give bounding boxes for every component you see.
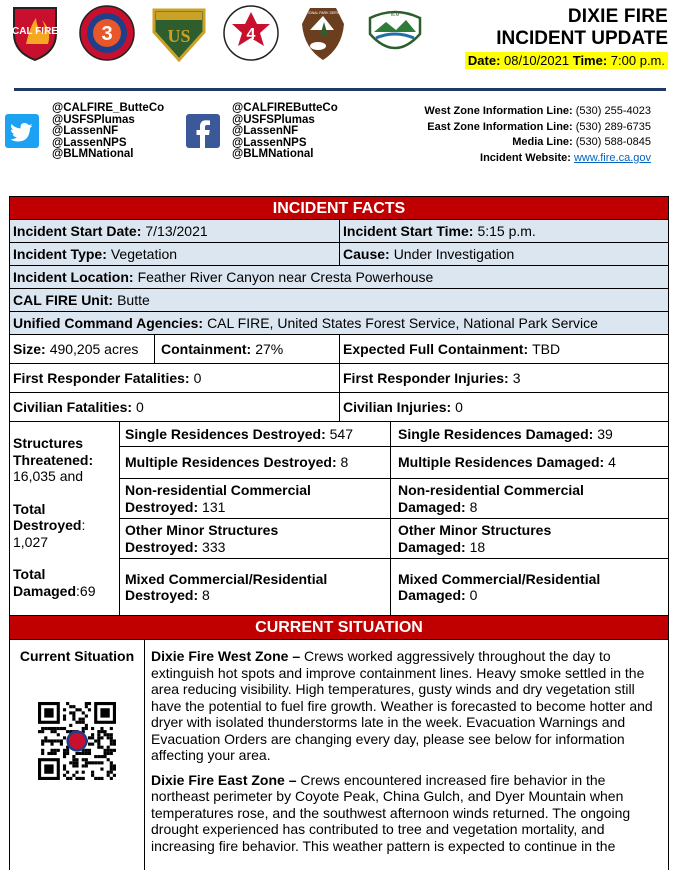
current-situation-section bbox=[9, 640, 669, 870]
threatened-value: 16,035 and bbox=[13, 468, 84, 484]
minor-damaged-label: Other Minor Structures bbox=[398, 522, 552, 538]
usfs-logo bbox=[150, 4, 208, 62]
civ-fatalities-cell bbox=[10, 393, 340, 421]
start-date-label: Incident Start Date: bbox=[13, 223, 142, 239]
nps-logo bbox=[294, 4, 352, 62]
type-cell bbox=[10, 243, 340, 265]
svg-text:US: US bbox=[167, 26, 191, 46]
facebook-handles bbox=[232, 103, 338, 161]
structures-grid bbox=[120, 422, 668, 615]
date-time-line bbox=[465, 52, 668, 69]
west-zone-phone: (530) 255-4023 bbox=[575, 105, 651, 117]
cause-cell bbox=[340, 243, 668, 265]
single-destroyed-value: 547 bbox=[329, 425, 353, 442]
time-value: 7:00 p.m. bbox=[610, 53, 665, 68]
containment-value: 27% bbox=[255, 341, 284, 357]
civ-injuries-label: Civilian Injuries: bbox=[343, 399, 452, 415]
mixed-destroyed-value: 8 bbox=[202, 587, 210, 603]
east-zone-paragraph bbox=[151, 772, 660, 855]
structures-row bbox=[120, 447, 668, 479]
nonres-destroyed-label: Non-residential Commercial bbox=[125, 482, 311, 498]
facebook-icon[interactable] bbox=[186, 114, 220, 148]
east-zone-line bbox=[424, 120, 651, 136]
type-label: Incident Type: bbox=[13, 246, 107, 262]
svg-text:3: 3 bbox=[101, 23, 113, 45]
title-block bbox=[465, 6, 668, 70]
civ-fatalities-value: 0 bbox=[136, 399, 144, 415]
mixed-damaged-cell bbox=[391, 559, 668, 615]
incident-facts-header: INCIDENT FACTS bbox=[9, 196, 669, 220]
qr-code-icon[interactable] bbox=[38, 702, 116, 780]
west-zone-text: Crews worked aggressively throughout the day to extinguish hot spots and improve containment lines. Heavy smoke settled in the area reducing visibility. High temperatures, gusty winds and dry vegetation still have the potential to fuel fire growth. Weather is forecasted to become hotter and dryer with isolated thunderstorms late in the week. Evacuation Warnings and Evacuation Orders are changing every day, please see below for information affecting your area. bbox=[151, 648, 653, 763]
type-value: Vegetation bbox=[110, 246, 178, 262]
fr-injuries-label: First Responder Injuries: bbox=[343, 370, 509, 386]
multiple-damaged-cell bbox=[391, 447, 668, 478]
minor-damaged-value: 18 bbox=[469, 538, 486, 555]
nonres-damaged-label-2: Damaged: bbox=[398, 498, 466, 515]
twitter-handle[interactable]: @USFSPlumas bbox=[52, 113, 135, 126]
mixed-damaged-label-2: Damaged: bbox=[398, 587, 466, 603]
civ-fatalities-label: Civilian Fatalities: bbox=[13, 399, 133, 415]
agency-logos bbox=[6, 4, 424, 62]
destroyed-value: 1,027 bbox=[13, 533, 49, 550]
size-label: Size: bbox=[13, 341, 46, 357]
minor-destroyed-cell bbox=[120, 519, 391, 558]
structures-row bbox=[120, 519, 668, 559]
facebook-handle[interactable]: @USFSPlumas bbox=[232, 113, 315, 126]
twitter-icon[interactable] bbox=[5, 114, 39, 148]
east-zone-heading: Dixie Fire East Zone – bbox=[151, 771, 297, 788]
structures-row bbox=[120, 479, 668, 519]
east-zone-phone: (530) 289-6735 bbox=[575, 120, 651, 133]
structures-row bbox=[120, 422, 668, 447]
type-3-team-logo bbox=[78, 4, 136, 62]
damaged-label: Total bbox=[13, 566, 46, 582]
agencies-row bbox=[9, 312, 669, 335]
multiple-destroyed-value: 8 bbox=[340, 454, 349, 471]
mixed-destroyed-label-2: Destroyed: bbox=[125, 587, 199, 603]
situation-label: Current Situation bbox=[19, 648, 135, 664]
minor-damaged-label-2: Damaged: bbox=[398, 538, 466, 555]
destroyed-label-2: Destroyed bbox=[13, 517, 82, 533]
location-row bbox=[9, 266, 669, 289]
multiple-damaged-value: 4 bbox=[608, 454, 616, 471]
location-label: Incident Location: bbox=[13, 269, 134, 285]
minor-destroyed-value: 333 bbox=[202, 538, 226, 555]
unit-row bbox=[9, 289, 669, 312]
svg-text:4: 4 bbox=[246, 26, 256, 43]
twitter-handle[interactable]: @CALFIRE_ButteCo bbox=[52, 102, 165, 114]
civ-injuries-value: 0 bbox=[455, 399, 463, 415]
cause-label: Cause: bbox=[343, 246, 390, 262]
time-label: Time: bbox=[572, 53, 608, 68]
mixed-destroyed-cell bbox=[120, 559, 391, 615]
header bbox=[0, 0, 680, 95]
west-zone-heading: Dixie Fire West Zone – bbox=[151, 648, 301, 664]
single-destroyed-label: Single Residences Destroyed: bbox=[125, 425, 326, 442]
title-incident-update: INCIDENT UPDATE bbox=[496, 28, 668, 49]
size-row bbox=[9, 335, 669, 364]
location-value: Feather River Canyon near Cresta Powerhouse bbox=[137, 269, 434, 285]
east-zone-text: Crews encountered increased fire behavior in the northeast perimeter by Coyote Peak, China Gulch, and Dyer Mountain when temperatures rose, and the southwest afternoon winds returned. The ongoing drought experienced has contributed to tree and vegetation mortality, and increasing fire behavior. This weather pattern is expected to continue in the bbox=[151, 771, 631, 854]
nonres-damaged-value: 8 bbox=[469, 498, 478, 515]
agencies-cell bbox=[10, 312, 668, 334]
agencies-value: CAL FIRE, United States Forest Service, National Park Service bbox=[207, 315, 598, 331]
unit-label: CAL FIRE Unit: bbox=[13, 292, 114, 308]
damaged-value: :69 bbox=[76, 582, 96, 599]
single-damaged-label: Single Residences Damaged: bbox=[398, 425, 594, 442]
type-row bbox=[9, 243, 669, 266]
threatened-label-2: Threatened: bbox=[13, 451, 94, 468]
start-row bbox=[9, 220, 669, 243]
current-situation-header: CURRENT SITUATION bbox=[9, 616, 669, 640]
expected-label: Expected Full Containment: bbox=[343, 341, 529, 357]
twitter-handles bbox=[52, 103, 164, 161]
damaged-label-2: Damaged bbox=[13, 582, 77, 599]
website-link[interactable]: www.fire.ca.gov bbox=[573, 151, 651, 164]
fr-injuries-cell bbox=[340, 364, 668, 392]
mixed-destroyed-label: Mixed Commercial/Residential bbox=[125, 570, 328, 587]
media-label: Media Line: bbox=[512, 136, 573, 148]
fr-injuries-value: 3 bbox=[512, 370, 521, 386]
single-damaged-cell bbox=[391, 422, 668, 446]
media-line bbox=[424, 135, 651, 151]
contact-info bbox=[424, 104, 651, 166]
west-zone-line bbox=[424, 104, 651, 120]
destroyed-colon: : bbox=[81, 517, 86, 533]
facebook-handle[interactable]: @LassenNPS bbox=[232, 136, 307, 149]
nonres-destroyed-value: 131 bbox=[202, 498, 226, 515]
minor-destroyed-label-2: Destroyed: bbox=[125, 538, 199, 555]
facebook-handle[interactable]: @LassenNF bbox=[232, 125, 299, 137]
situation-text bbox=[145, 640, 668, 870]
nonres-destroyed-cell bbox=[120, 479, 391, 518]
fr-fatalities-value: 0 bbox=[193, 370, 202, 386]
threatened-label: Structures bbox=[13, 435, 84, 451]
twitter-handle[interactable]: @BLMNational bbox=[52, 148, 134, 160]
incident-facts-table bbox=[9, 196, 669, 870]
cal-fire-logo bbox=[6, 4, 64, 62]
unit-cell bbox=[10, 289, 668, 311]
destroyed-label: Total bbox=[13, 500, 46, 517]
svg-text:NATIONAL PARK SERVICE: NATIONAL PARK SERVICE bbox=[301, 11, 345, 15]
expected-cell bbox=[340, 335, 668, 363]
website-line bbox=[424, 151, 651, 167]
minor-damaged-cell bbox=[391, 519, 668, 558]
fr-row bbox=[9, 364, 669, 393]
east-zone-label: East Zone Information Line: bbox=[427, 120, 573, 133]
nonres-destroyed-label-2: Destroyed: bbox=[125, 498, 199, 515]
date-label: Date: bbox=[467, 53, 501, 68]
civ-row bbox=[9, 393, 669, 422]
agencies-label: Unified Command Agencies: bbox=[13, 315, 204, 331]
size-cell bbox=[10, 335, 155, 363]
situation-left-column bbox=[10, 640, 145, 870]
twitter-handle[interactable]: @LassenNPS bbox=[52, 136, 127, 149]
media-phone: (530) 588-0845 bbox=[575, 136, 651, 148]
expected-value: TBD bbox=[532, 341, 561, 357]
svg-text:BLM: BLM bbox=[390, 12, 400, 17]
nonres-damaged-cell bbox=[391, 479, 668, 518]
multiple-destroyed-cell bbox=[120, 447, 391, 478]
single-destroyed-cell bbox=[120, 422, 391, 446]
website-label: Incident Website: bbox=[480, 151, 571, 164]
structures-section bbox=[9, 422, 669, 616]
facebook-handle[interactable]: @BLMNational bbox=[232, 148, 314, 160]
single-damaged-value: 39 bbox=[597, 425, 613, 442]
multiple-damaged-label: Multiple Residences Damaged: bbox=[398, 454, 605, 471]
structures-summary bbox=[10, 422, 120, 615]
west-zone-paragraph bbox=[151, 648, 660, 764]
blm-logo bbox=[366, 4, 424, 62]
start-time-label: Incident Start Time: bbox=[343, 223, 474, 239]
team-4-logo bbox=[222, 4, 280, 62]
facebook-handle[interactable]: @CALFIREButteCo bbox=[232, 102, 338, 114]
unit-value: Butte bbox=[117, 292, 150, 308]
structures-row bbox=[120, 559, 668, 615]
minor-destroyed-label: Other Minor Structures bbox=[125, 522, 279, 538]
containment-label: Containment: bbox=[161, 341, 252, 357]
svg-text:CAL FIRE: CAL FIRE bbox=[12, 26, 58, 37]
location-cell bbox=[10, 266, 668, 288]
multiple-destroyed-label: Multiple Residences Destroyed: bbox=[125, 454, 337, 471]
mixed-damaged-label: Mixed Commercial/Residential bbox=[398, 570, 601, 587]
header-rule bbox=[14, 88, 666, 91]
fr-fatalities-cell bbox=[10, 364, 340, 392]
containment-cell bbox=[155, 335, 340, 363]
start-date-value: 7/13/2021 bbox=[145, 223, 208, 239]
fr-fatalities-label: First Responder Fatalities: bbox=[13, 370, 190, 386]
nonres-damaged-label: Non-residential Commercial bbox=[398, 482, 584, 498]
start-date-cell bbox=[10, 220, 340, 242]
start-time-value: 5:15 p.m. bbox=[477, 223, 536, 239]
size-value: 490,205 acres bbox=[49, 341, 139, 357]
civ-injuries-cell bbox=[340, 393, 668, 421]
social-row bbox=[0, 100, 680, 170]
date-value: 08/10/2021 bbox=[504, 53, 570, 68]
twitter-handle[interactable]: @LassenNF bbox=[52, 125, 119, 137]
cause-value: Under Investigation bbox=[393, 246, 515, 262]
mixed-damaged-value: 0 bbox=[469, 587, 478, 603]
west-zone-label: West Zone Information Line: bbox=[424, 105, 573, 117]
start-time-cell bbox=[340, 220, 668, 242]
title-fire-name: DIXIE FIRE bbox=[567, 6, 668, 27]
